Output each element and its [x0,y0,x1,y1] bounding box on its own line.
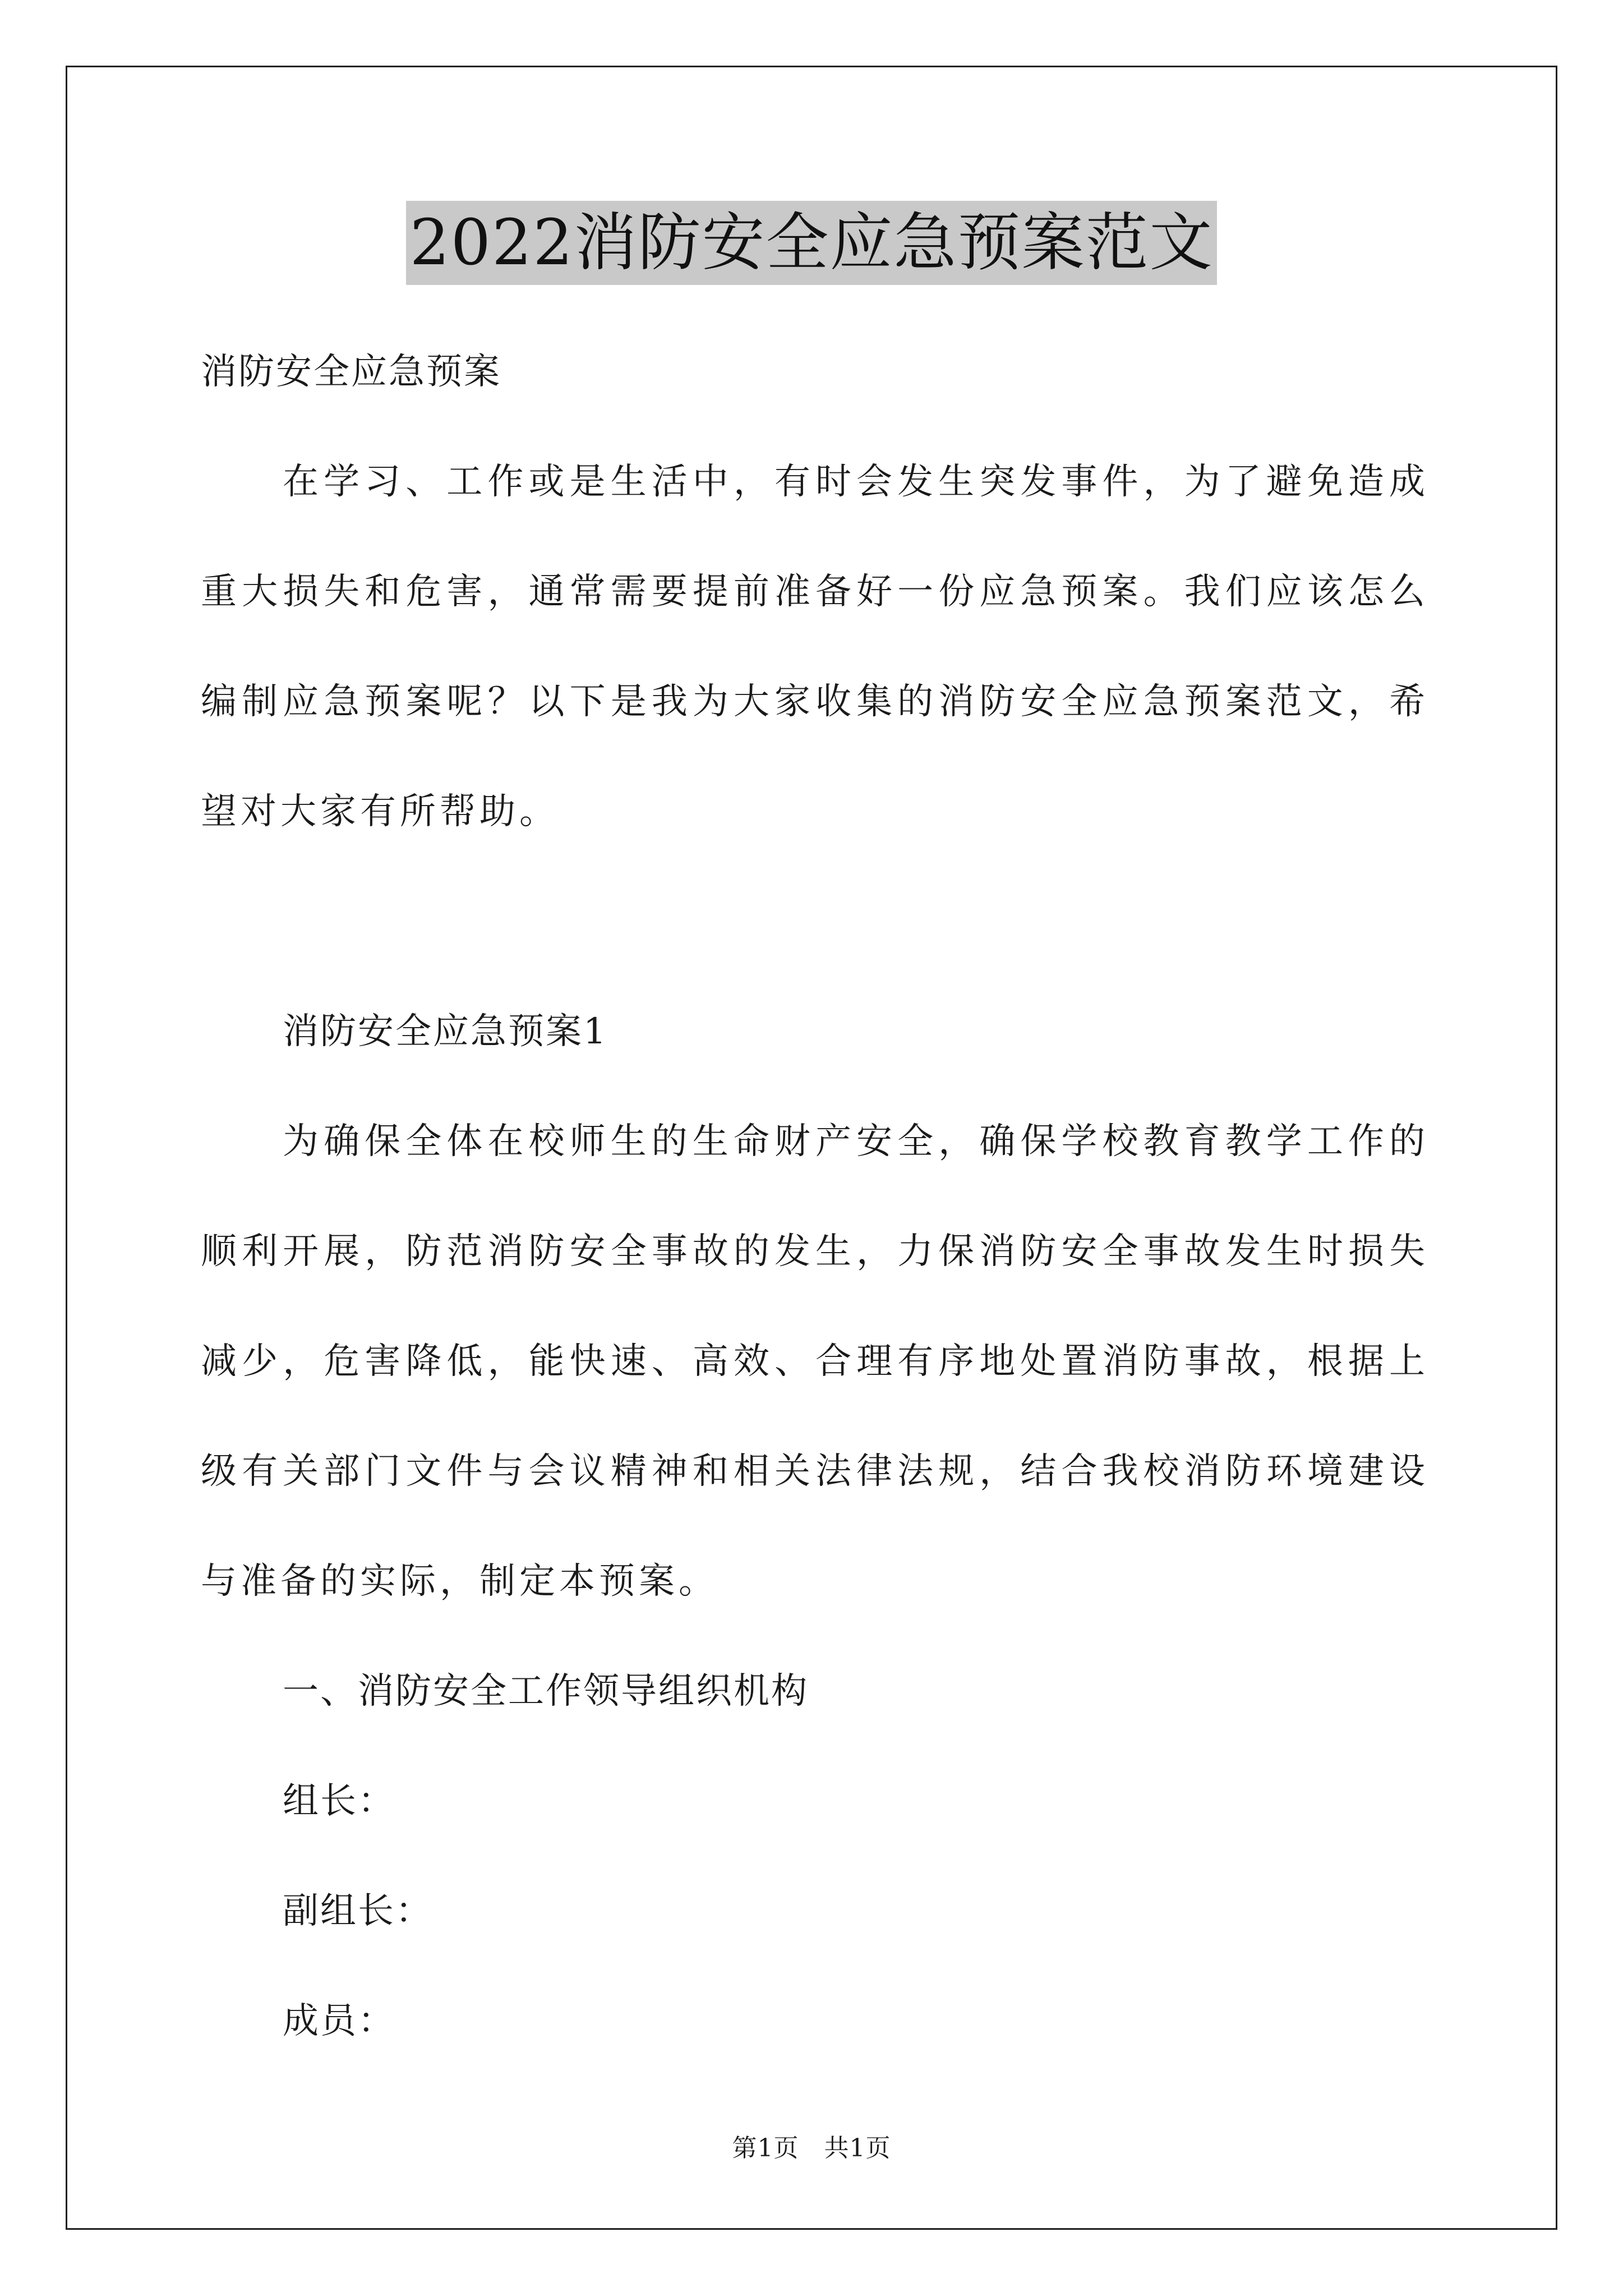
deputy-label: 副组长： [283,1890,433,1932]
section-paragraph: 为确保全体在校师生的生命财产安全，确保学校教育教学工作的顺利开展，防范消防安全事故的发生，力保消防安全事故发生时损失减少，危害降低，能快速、高效、合理有序地处置消防事故，根据上级有关部门文件与会议精神和相关法律法规，结合我校消防环境建设与准备的实际，制定本预案。 [201,1121,1429,1602]
document-title: 2022消防安全应急预案范文 [406,201,1216,285]
page-footer: 第1页 共1页 [732,2134,891,2162]
intro-paragraph: 在学习、工作或是生活中，有时会发生突发事件，为了避免造成重大损失和危害，通常需要提前准备好一份应急预案。我们应该怎么编制应急预案呢？以下是我为大家收集的消防安全应急预案范文，希望对大家有所帮助。 [201,461,1429,832]
members-label: 成员： [283,2000,395,2042]
title-container [0,201,1623,285]
org-heading: 一、消防安全工作领导组织机构 [283,1671,809,1712]
blank-line [201,867,1429,977]
leader-label: 组长： [283,1780,395,1822]
section-heading: 消防安全应急预案1 [283,1011,608,1052]
document-body [201,317,1429,2076]
document-subtitle: 消防安全应急预案 [201,351,501,393]
